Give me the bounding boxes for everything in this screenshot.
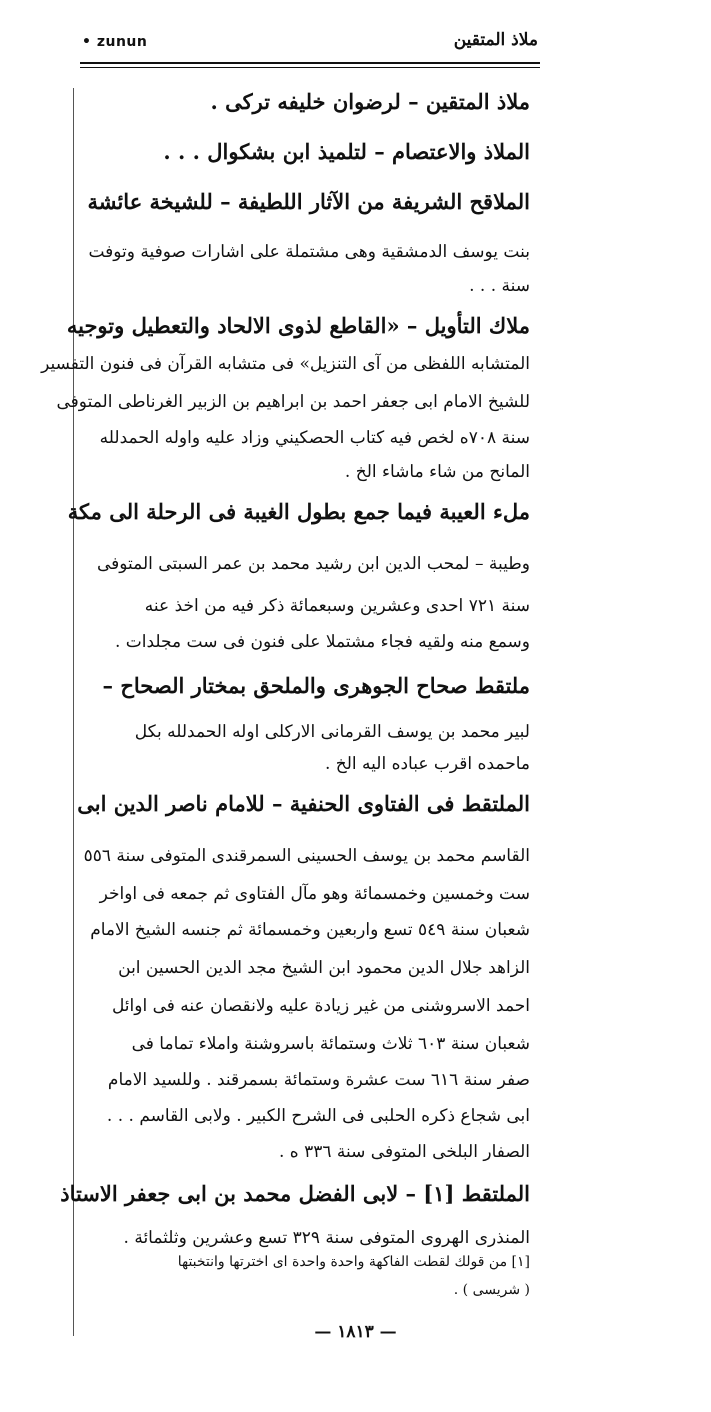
body-line: القاسم محمد بن يوسف الحسينى السمرقندى المتوفى سنة ٥٥٦ [83,846,530,866]
body-line: المانح من شاء ماشاء الخ . [344,462,530,482]
header-left-text: • zunun [82,34,148,50]
body-line: احمد الاسروشنى من غير زيادة عليه ولانقصان عنه فى اوائل [111,996,530,1016]
body-line: شعبان سنة ٦٠٣ ثلاث وستمائة باسروشنة واملاء تماما فى [131,1034,530,1054]
body-line: للشيخ الامام ابى جعفر احمد بن ابراهيم بن الزبير الغرناطى المتوفى [56,392,530,412]
page-header [80,28,540,58]
entry-title-line: ملاك التأويل – «القاطع لذوى الالحاد والتعطيل وتوجيه [66,313,530,338]
body-line: سنة ٧٢١ احدى وعشرين وسبعمائة ذكر فيه من اخذ عنه [144,596,530,616]
entry-title-line: الملاقح الشريفة من الآثار اللطيفة – للشيخة عائشة [87,189,530,214]
footnote-line-2: ( شريسى ) . [453,1282,530,1298]
body-line: المنذرى الهروى المتوفى سنة ٣٢٩ تسع وعشرين وثلثمائة . [123,1228,530,1248]
body-line: الزاهد جلال الدين محمود ابن الشيخ مجد الدين الحسين ابن [118,958,530,978]
body-line: وطيبة – لمحب الدين ابن رشيد محمد بن عمر السبتى المتوفى [96,554,530,574]
entry-title-line: الملتقط [١] – لابى الفضل محمد بن ابى جعفر الاستاذ [60,1181,530,1206]
page-number: — ١٨١٣ — [314,1322,397,1342]
body-line: سنة . . . [469,276,530,296]
entry-title-line: ملاذ المتقين – لرضوان خليفه ترکی . [210,89,530,114]
body-line: بنت يوسف الدمشقية وهى مشتملة على اشارات صوفية وتوفت [88,242,530,262]
entry-title-line: الملاذ والاعتصام – لتلميذ ابن بشكوال . . . [163,139,530,164]
header-rule [80,62,540,64]
body-line: الصفار البلخى المتوفى سنة ٣٣٦ ه . [278,1142,530,1162]
body-line: شعبان سنة ٥٤٩ تسع واربعين وخمسمائة ثم جنسه الشيخ الامام [90,920,530,940]
entry-title-line: ملء العيبة فيما جمع بطول الغيبة فى الرحلة الى مكة [67,499,530,524]
body-line: ست وخمسين وخمسمائة وهو مآل الفتاوى ثم جمعه فى اواخر [99,884,530,904]
body-line: سنة ٧٠٨ه لخص فيه كتاب الحصكيني وزاد عليه واوله الحمدلله [99,428,530,448]
entry-title-line: ملتقط صحاح الجوهرى والملحق بمختار الصحاح – [102,673,530,698]
header-rule-thin [80,67,540,68]
body-line: صفر سنة ٦١٦ ست عشرة وستمائة بسمرقند . وللسيد الامام [107,1070,530,1090]
body-line: وسمع منه ولقيه فجاء مشتملا على فنون فى ست مجلدات . [114,632,530,652]
footnote-line-1: [١] من قولك لقطت الفاكهة واحدة واحدة اى اخترتها وانتخبتها [177,1254,530,1270]
running-title: ملاذ المتقين [453,30,538,50]
margin-line [73,88,74,1336]
entry-title-line: الملتقط فى الفتاوى الحنفية – للامام ناصر الدين ابى [77,791,530,816]
body-line: المتشابه اللفظى من آى التنزيل» فى متشابه القرآن فى فنون التفسير [41,354,530,374]
body-line: ابى شجاع ذكره الحلبى فى الشرح الكبير . ولابى القاسم . . . [106,1106,530,1126]
body-line: لبير محمد بن يوسف القرمانى الاركلى اوله الحمدلله بكل [134,722,530,742]
body-line: ماحمده اقرب عباده اليه الخ . [324,754,530,774]
